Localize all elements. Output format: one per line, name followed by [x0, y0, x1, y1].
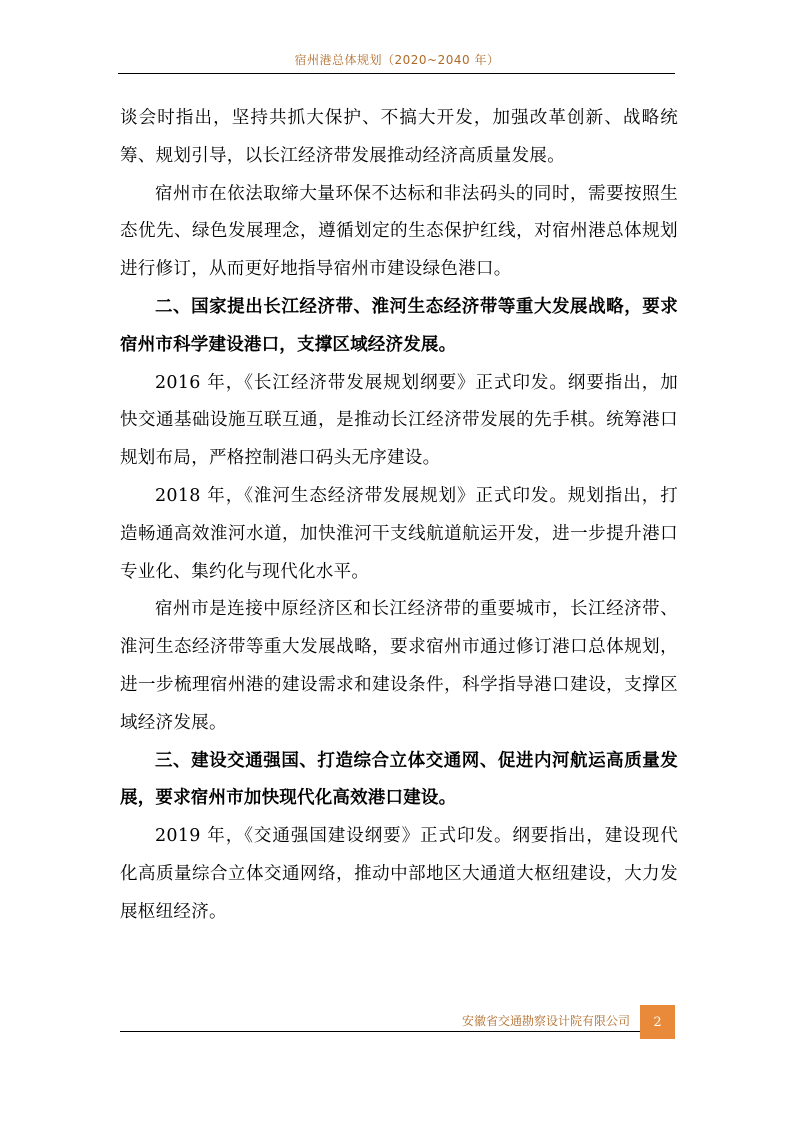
paragraph-continued: 谈会时指出，坚持共抓大保护、不搞大开发，加强改革创新、战略统筹、规划引导，以长江经济带发展推动经济高质量发展。 [120, 108, 678, 166]
header-divider [118, 73, 675, 74]
paragraph: 宿州市是连接中原经济区和长江经济带的重要城市，长江经济带、淮河生态经济带等重大发展战略，要求宿州市通过修订港口总体规划，进一步梳理宿州港的建设需求和建设条件，科学指导港口建设，支撑区域经济发展。 [120, 599, 678, 733]
section-heading-3: 三、建设交通强国、打造综合立体交通网、促进内河航运高质量发展，要求宿州市加快现代化高效港口建设。 [120, 750, 678, 809]
paragraph: 宿州市在依法取缔大量环保不达标和非法码头的同时，需要按照生态优先、绿色发展理念，遵循划定的生态保护红线，对宿州港总体规划进行修订，从而更好地指导宿州市建设绿色港口。 [120, 183, 678, 280]
footer-company-name: 安徽省交通勘察设计院有限公司 [461, 1014, 630, 1028]
paragraph: 2018 年，《淮河生态经济带发展规划》正式印发。规划指出，打造畅通高效淮河水道，加快淮河干支线航道航运开发，进一步提升港口专业化、集约化与现代化水平。 [120, 485, 678, 582]
paragraph: 2019 年，《交通强国建设纲要》正式印发。纲要指出，建设现代化高质量综合立体交通网络，推动中部地区大通道大枢纽建设，大力发展枢纽经济。 [120, 826, 678, 922]
footer-divider [120, 1031, 640, 1032]
section-heading-2: 二、国家提出长江经济带、淮河生态经济带等重大发展战略，要求宿州市科学建设港口，支撑区域经济发展。 [120, 296, 678, 355]
page-number-badge: 2 [640, 1005, 675, 1039]
paragraph: 2016 年，《长江经济带发展规划纲要》正式印发。纲要指出，加快交通基础设施互联互通，是推动长江经济带发展的先手棋。统筹港口规划布局，严格控制港口码头无序建设。 [120, 372, 678, 469]
document-body [120, 100, 678, 932]
running-header-title: 宿州港总体规划（2020~2040 年） [294, 53, 500, 67]
